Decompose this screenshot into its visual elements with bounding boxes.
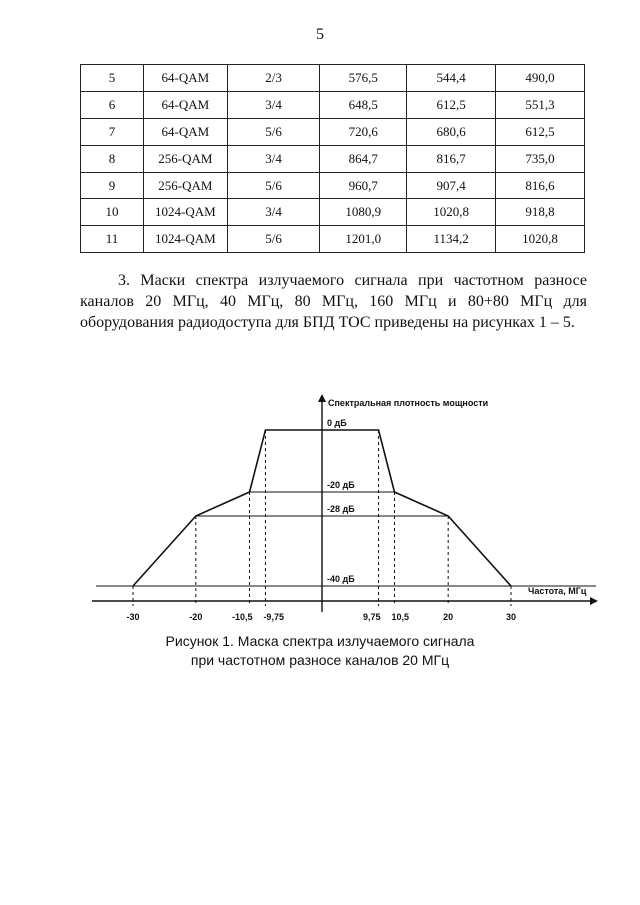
table-row [81,91,585,118]
table-cell: 3/4 [227,91,319,118]
table-cell: 64-QAM [143,118,227,145]
table-cell: 1024-QAM [143,226,227,253]
level-label: -28 дБ [327,504,355,514]
x-axis-arrow [590,597,598,605]
table-cell: 5/6 [227,118,319,145]
table-cell: 1201,0 [320,226,407,253]
table-cell: 2/3 [227,65,319,92]
modulation-table [80,64,585,253]
table-cell: 3/4 [227,199,319,226]
figure-caption [0,632,640,670]
table-cell: 907,4 [407,172,496,199]
body-paragraph [80,270,587,333]
table-cell: 490,0 [496,65,585,92]
table-cell: 735,0 [496,145,585,172]
table-cell: 544,4 [407,65,496,92]
caption-line-1: Рисунок 1. Маска спектра излучаемого сигнала [165,633,475,649]
x-tick-label: 10,5 [391,612,410,622]
table-cell: 720,6 [320,118,407,145]
table-cell: 864,7 [320,145,407,172]
table-cell: 1080,9 [320,199,407,226]
table-cell: 8 [81,145,144,172]
table-row [81,226,585,253]
table-cell: 5/6 [227,226,319,253]
table-cell: 680,6 [407,118,496,145]
y-axis-arrow [318,394,326,402]
table-cell: 612,5 [496,118,585,145]
table-cell: 11 [81,226,144,253]
caption-line-2: при частотном разносе каналов 20 МГц [190,652,450,668]
table-cell: 1020,8 [407,199,496,226]
table-cell: 918,8 [496,199,585,226]
table-cell: 64-QAM [143,91,227,118]
table-cell: 1024-QAM [143,199,227,226]
table-cell: 5/6 [227,172,319,199]
page-number: 5 [316,26,324,43]
table-cell: 6 [81,91,144,118]
table-cell: 816,6 [496,172,585,199]
table-row [81,118,585,145]
x-tick-label: -20 [189,612,203,622]
spectrum-mask-chart [0,390,640,630]
level-label: 0 дБ [327,418,347,428]
label-layer [126,418,516,622]
table-cell: 5 [81,65,144,92]
table-cell: 576,5 [320,65,407,92]
table-cell: 3/4 [227,145,319,172]
y-axis-label: Спектральная плотность мощности [328,398,489,408]
table-cell: 256-QAM [143,145,227,172]
table-row [81,172,585,199]
table-row [81,65,585,92]
x-axis-label: Частота, МГц [528,586,587,596]
level-label: -40 дБ [327,574,355,584]
x-tick-label: -10,5 [232,612,253,622]
table-row [81,145,585,172]
x-tick-label: 9,75 [363,612,381,622]
table-cell: 9 [81,172,144,199]
spectrum-mask-figure [0,390,640,630]
table-cell: 64-QAM [143,65,227,92]
table-body [81,65,585,253]
table-cell: 551,3 [496,91,585,118]
table-cell: 648,5 [320,91,407,118]
table-cell: 612,5 [407,91,496,118]
x-tick-label: 20 [443,612,454,622]
table-cell: 960,7 [320,172,407,199]
x-tick-label: 30 [505,612,517,622]
table-cell: 816,7 [407,145,496,172]
table-cell: 256-QAM [143,172,227,199]
table-row [81,199,585,226]
table-cell: 7 [81,118,144,145]
table-cell: 1020,8 [496,226,585,253]
level-label: -20 дБ [327,480,355,490]
table-cell: 1134,2 [407,226,496,253]
x-tick-label: -30 [126,612,140,622]
x-tick-label: -9,75 [263,612,284,622]
paragraph-text: 3. Маски спектра излучаемого сигнала при частотном разносе каналов 20 МГц, 40 МГц, 80 МГц, 160 МГц и 80+80 МГц для оборудования радиодоступа для БПД ТОС приведены на рисунках 1 – 5. [80,272,587,331]
table-cell: 10 [81,199,144,226]
